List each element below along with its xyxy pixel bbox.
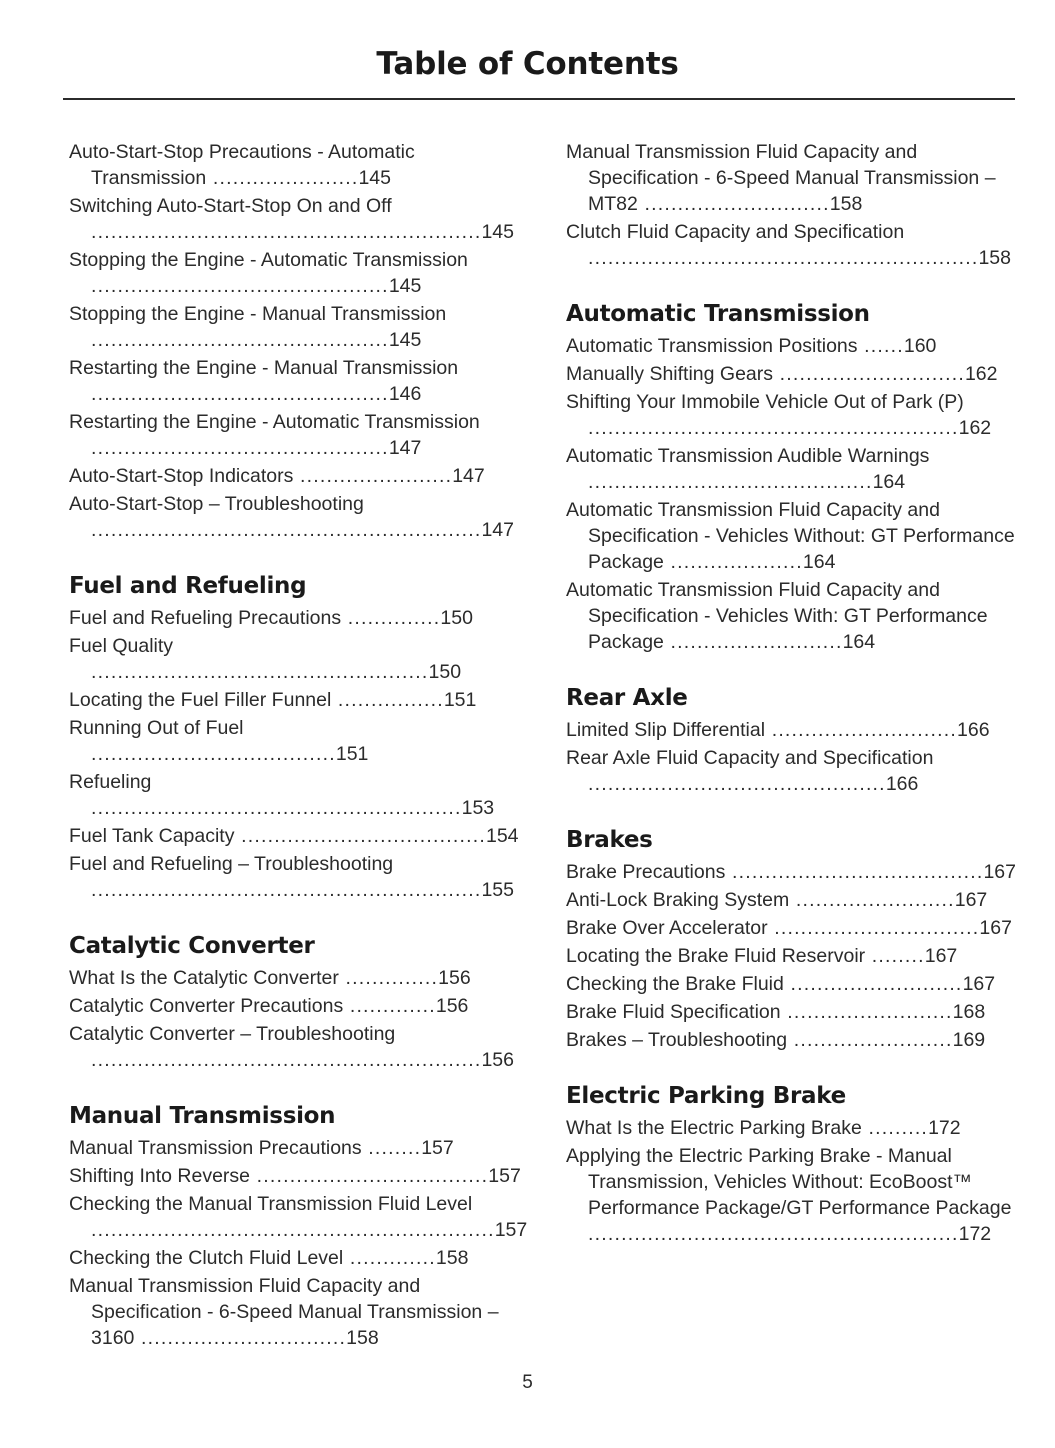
toc-entry[interactable]	[69, 1163, 521, 1189]
toc-entry-leader: .........	[861, 1117, 929, 1139]
toc-entry-page: 160	[903, 335, 937, 357]
toc-entry-leader: ............................	[637, 193, 830, 215]
toc-entry-page: 151	[443, 689, 477, 711]
toc-entry-leader: ..........................	[663, 631, 843, 653]
toc-entry-page: 164	[872, 471, 906, 493]
toc-entry-leader: ..............	[341, 607, 441, 629]
toc-entry-title: Brakes – Troubleshooting	[566, 1029, 788, 1051]
toc-entry[interactable]	[69, 1191, 528, 1243]
toc-entry-title: Switching Auto-Start-Stop On and Off	[69, 195, 392, 217]
toc-entry-leader: ....................	[663, 551, 803, 573]
toc-entry-leader: ................	[331, 689, 444, 711]
toc-entry-page: 166	[957, 719, 990, 741]
toc-entry[interactable]	[566, 389, 1018, 441]
toc-entry-title: Automatic Transmission Fluid Capacity and Specification - Vehicles With: GT Performance Package	[566, 579, 988, 653]
toc-entry[interactable]	[69, 463, 521, 489]
toc-entry-leader: ...........................................................	[588, 247, 979, 269]
toc-entry-title: Brake Precautions	[566, 861, 726, 883]
toc-entry-page: 166	[885, 773, 919, 795]
toc-entry-title: Manual Transmission Precautions	[69, 1137, 362, 1159]
toc-entry-page: 162	[964, 363, 998, 385]
header-divider	[63, 98, 1015, 100]
toc-entry-page: 164	[842, 631, 876, 653]
toc-entry-page: 158	[978, 247, 1011, 269]
toc-entry-title: Automatic Transmission Audible Warnings	[566, 445, 930, 467]
toc-entry-page: 147	[388, 437, 422, 459]
toc-entry-page: 167	[983, 861, 1016, 883]
toc-entry-page: 162	[958, 417, 992, 439]
toc-entry-page: 158	[435, 1247, 469, 1269]
toc-entry[interactable]	[69, 301, 521, 353]
toc-entry-leader: ..........................	[783, 973, 963, 995]
page-number: 5	[522, 1372, 533, 1393]
toc-entry-title: Checking the Clutch Fluid Level	[69, 1247, 344, 1269]
toc-entry-title: Catalytic Converter Precautions	[69, 995, 344, 1017]
toc-entry-title: Stopping the Engine - Manual Transmission	[69, 303, 447, 325]
toc-entry[interactable]	[566, 859, 1018, 885]
toc-entry-title: Automatic Transmission Positions	[566, 335, 858, 357]
toc-entry-title: Shifting Your Immobile Vehicle Out of Park (P)	[566, 391, 964, 413]
toc-entry-title: What Is the Electric Parking Brake	[566, 1117, 862, 1139]
toc-entry-title: Auto-Start-Stop Precautions - Automatic Transmission	[69, 141, 415, 189]
toc-entry-leader: ........................................................	[588, 417, 959, 439]
toc-entry-page: 169	[952, 1029, 986, 1051]
toc-entry-title: Manual Transmission Fluid Capacity and Specification - 6-Speed Manual Transmission – 3160	[69, 1275, 499, 1349]
toc-entry[interactable]	[566, 887, 1018, 913]
toc-entry-title: Brake Over Accelerator	[566, 917, 768, 939]
toc-entry-leader: .............................................................	[91, 1219, 495, 1241]
toc-entry-title: Rear Axle Fluid Capacity and Specification	[566, 747, 934, 769]
toc-entry[interactable]	[69, 1245, 521, 1271]
toc-entry-page: 157	[488, 1165, 521, 1187]
toc-entry-title: Locating the Brake Fluid Reservoir	[566, 945, 866, 967]
toc-entry[interactable]	[69, 193, 521, 245]
toc-entry[interactable]	[566, 971, 1018, 997]
toc-entry[interactable]	[566, 1143, 1018, 1247]
toc-entry-title: Limited Slip Differential	[566, 719, 766, 741]
toc-entry-title: Clutch Fluid Capacity and Specification	[566, 221, 905, 243]
toc-entry[interactable]	[566, 915, 1018, 941]
toc-entry-leader: ............................	[765, 719, 957, 741]
toc-entry-leader: ...........................................................	[91, 1049, 482, 1071]
toc-entry[interactable]	[69, 993, 521, 1019]
toc-entry-leader: ........	[361, 1137, 422, 1159]
toc-entry[interactable]	[566, 443, 1018, 495]
toc-entry-page: 167	[979, 917, 1012, 939]
toc-entry-leader: ...........................................................	[91, 221, 482, 243]
toc-entry[interactable]	[566, 333, 1018, 359]
toc-entry[interactable]	[69, 355, 521, 407]
toc-entry[interactable]	[566, 219, 1018, 271]
toc-entry-leader: .............................................	[91, 437, 389, 459]
toc-entry-title: Fuel and Refueling – Troubleshooting	[69, 853, 394, 875]
toc-entry-page: 150	[440, 607, 473, 629]
toc-entry[interactable]	[69, 1135, 521, 1161]
toc-entry[interactable]	[69, 769, 521, 821]
toc-entry[interactable]	[69, 851, 521, 903]
toc-entry[interactable]	[566, 497, 1018, 575]
toc-entry-leader: .............................................	[91, 275, 389, 297]
section-heading: Automatic Transmission	[566, 301, 870, 327]
toc-entry-title: Manually Shifting Gears	[566, 363, 774, 385]
toc-entry-leader: ............................	[773, 363, 965, 385]
toc-entry[interactable]	[69, 247, 521, 299]
toc-entry[interactable]	[69, 139, 521, 191]
toc-entry-title: Restarting the Engine - Manual Transmission	[69, 357, 459, 379]
toc-entry[interactable]	[566, 745, 1018, 797]
toc-left-column	[69, 139, 528, 1353]
toc-entry-title: Locating the Fuel Filler Funnel	[69, 689, 332, 711]
toc-entry-title: Refueling	[69, 771, 152, 793]
toc-entry-page: 164	[802, 551, 836, 573]
toc-entry-title: Auto-Start-Stop – Troubleshooting	[69, 493, 364, 515]
toc-entry-page: 145	[388, 275, 422, 297]
toc-entry[interactable]	[566, 139, 1018, 217]
toc-entry-page: 145	[481, 221, 514, 243]
toc-entry-title: Manual Transmission Fluid Capacity and Specification - 6-Speed Manual Transmission – MT82	[566, 141, 996, 215]
section-heading: Rear Axle	[566, 685, 688, 711]
toc-entry-leader: .........................	[780, 1001, 953, 1023]
section-heading: Manual Transmission	[69, 1103, 336, 1129]
toc-entry-page: 147	[452, 465, 485, 487]
toc-entry-page: 167	[962, 973, 996, 995]
toc-entry-page: 157	[494, 1219, 528, 1241]
toc-entry-title: Shifting Into Reverse	[69, 1165, 251, 1187]
toc-entry[interactable]	[566, 943, 1018, 969]
toc-entry-title: Applying the Electric Parking Brake - Manual Transmission, Vehicles Without: EcoBoost™ Performance Package/GT Performance Package	[566, 1145, 1012, 1219]
toc-entry-page: 153	[461, 797, 495, 819]
toc-entry-page: 168	[952, 1001, 986, 1023]
toc-entry-page: 156	[438, 967, 471, 989]
toc-entry-leader: .............	[343, 995, 436, 1017]
toc-entry-leader: ........................................................	[91, 797, 462, 819]
toc-entry-page: 167	[954, 889, 988, 911]
toc-entry-title: Fuel Quality	[69, 635, 174, 657]
toc-entry-leader: .............................................	[91, 383, 389, 405]
toc-entry-page: 147	[481, 519, 514, 541]
toc-entry-title: Fuel and Refueling Precautions	[69, 607, 342, 629]
toc-entry[interactable]	[69, 1021, 521, 1073]
section-heading: Brakes	[566, 827, 653, 853]
toc-entry-leader: .......................	[293, 465, 453, 487]
toc-entry-leader: ...................................	[250, 1165, 489, 1187]
toc-entry[interactable]	[69, 633, 521, 685]
toc-entry-leader: .............................................	[91, 329, 389, 351]
toc-entry-page: 157	[421, 1137, 454, 1159]
toc-entry[interactable]	[69, 1273, 521, 1351]
section-heading: Fuel and Refueling	[69, 573, 307, 599]
toc-entry-title: Restarting the Engine - Automatic Transmission	[69, 411, 480, 433]
toc-entry-page: 151	[335, 743, 369, 765]
toc-right-column	[566, 139, 1018, 1249]
toc-entry[interactable]	[69, 687, 521, 713]
toc-entry-leader: .............	[343, 1247, 436, 1269]
toc-entry-title: Brake Fluid Specification	[566, 1001, 781, 1023]
toc-entry-leader: ..............	[338, 967, 439, 989]
toc-entry[interactable]	[566, 999, 1018, 1025]
toc-entry-leader: ...........................................	[588, 471, 873, 493]
toc-entry-leader: ........................................................	[588, 1223, 959, 1245]
toc-entry-leader: .............................................	[588, 773, 886, 795]
toc-entry-page: 156	[481, 1049, 514, 1071]
toc-entry-page: 172	[928, 1117, 961, 1139]
toc-entry-page: 146	[388, 383, 422, 405]
toc-entry-leader: ........................	[787, 1029, 953, 1051]
toc-entry-title: Checking the Manual Transmission Fluid Level	[69, 1193, 473, 1215]
toc-entry-leader: ...........................................................	[91, 519, 482, 541]
toc-entry-title: Fuel Tank Capacity	[69, 825, 235, 847]
toc-entry-leader: ......................	[206, 167, 359, 189]
toc-entry[interactable]	[69, 823, 521, 849]
toc-entry-title: Automatic Transmission Fluid Capacity and Specification - Vehicles Without: GT Performance Package	[566, 499, 1015, 573]
toc-entry-title: What Is the Catalytic Converter	[69, 967, 339, 989]
section-heading: Electric Parking Brake	[566, 1083, 846, 1109]
toc-entry-page: 172	[958, 1223, 992, 1245]
toc-entry-leader: ........	[865, 945, 925, 967]
toc-entry[interactable]	[566, 361, 1018, 387]
toc-entry-leader: .....................................	[91, 743, 336, 765]
section-heading: Catalytic Converter	[69, 933, 315, 959]
toc-entry[interactable]	[69, 965, 521, 991]
toc-entry-title: Anti-Lock Braking System	[566, 889, 790, 911]
toc-entry[interactable]	[69, 715, 521, 767]
toc-entry[interactable]	[566, 577, 1018, 655]
toc-entry[interactable]	[566, 717, 1018, 743]
toc-entry-leader: ......................................	[725, 861, 984, 883]
toc-entry-title: Checking the Brake Fluid	[566, 973, 784, 995]
toc-entry-leader: ........................	[789, 889, 955, 911]
toc-entry-leader: ......	[857, 335, 904, 357]
toc-entry-page: 167	[924, 945, 958, 967]
toc-entry-title: Catalytic Converter – Troubleshooting	[69, 1023, 396, 1045]
toc-entry-page: 158	[346, 1327, 379, 1349]
toc-entry-page: 156	[435, 995, 469, 1017]
toc-entry-title: Running Out of Fuel	[69, 717, 244, 739]
toc-entry-leader: .....................................	[234, 825, 486, 847]
toc-entry-page: 158	[829, 193, 863, 215]
toc-entry-leader: ...........................................................	[91, 879, 482, 901]
toc-entry-leader: ...................................................	[91, 661, 429, 683]
toc-entry-leader: ...............................	[134, 1327, 347, 1349]
page-title: Table of Contents	[376, 46, 679, 82]
toc-entry-page: 145	[388, 329, 422, 351]
toc-entry[interactable]	[69, 605, 521, 631]
toc-entry-page: 154	[485, 825, 519, 847]
toc-entry-title: Stopping the Engine - Automatic Transmission	[69, 249, 468, 271]
toc-columns	[0, 139, 1055, 1353]
toc-entry[interactable]	[566, 1115, 1018, 1141]
toc-entry-leader: ...............................	[767, 917, 980, 939]
toc-entry-page: 155	[481, 879, 514, 901]
toc-entry[interactable]	[69, 409, 521, 461]
toc-entry-page: 145	[358, 167, 391, 189]
toc-entry[interactable]	[69, 491, 521, 543]
toc-entry-page: 150	[428, 661, 462, 683]
toc-entry[interactable]	[566, 1027, 1018, 1053]
toc-entry-title: Auto-Start-Stop Indicators	[69, 465, 294, 487]
